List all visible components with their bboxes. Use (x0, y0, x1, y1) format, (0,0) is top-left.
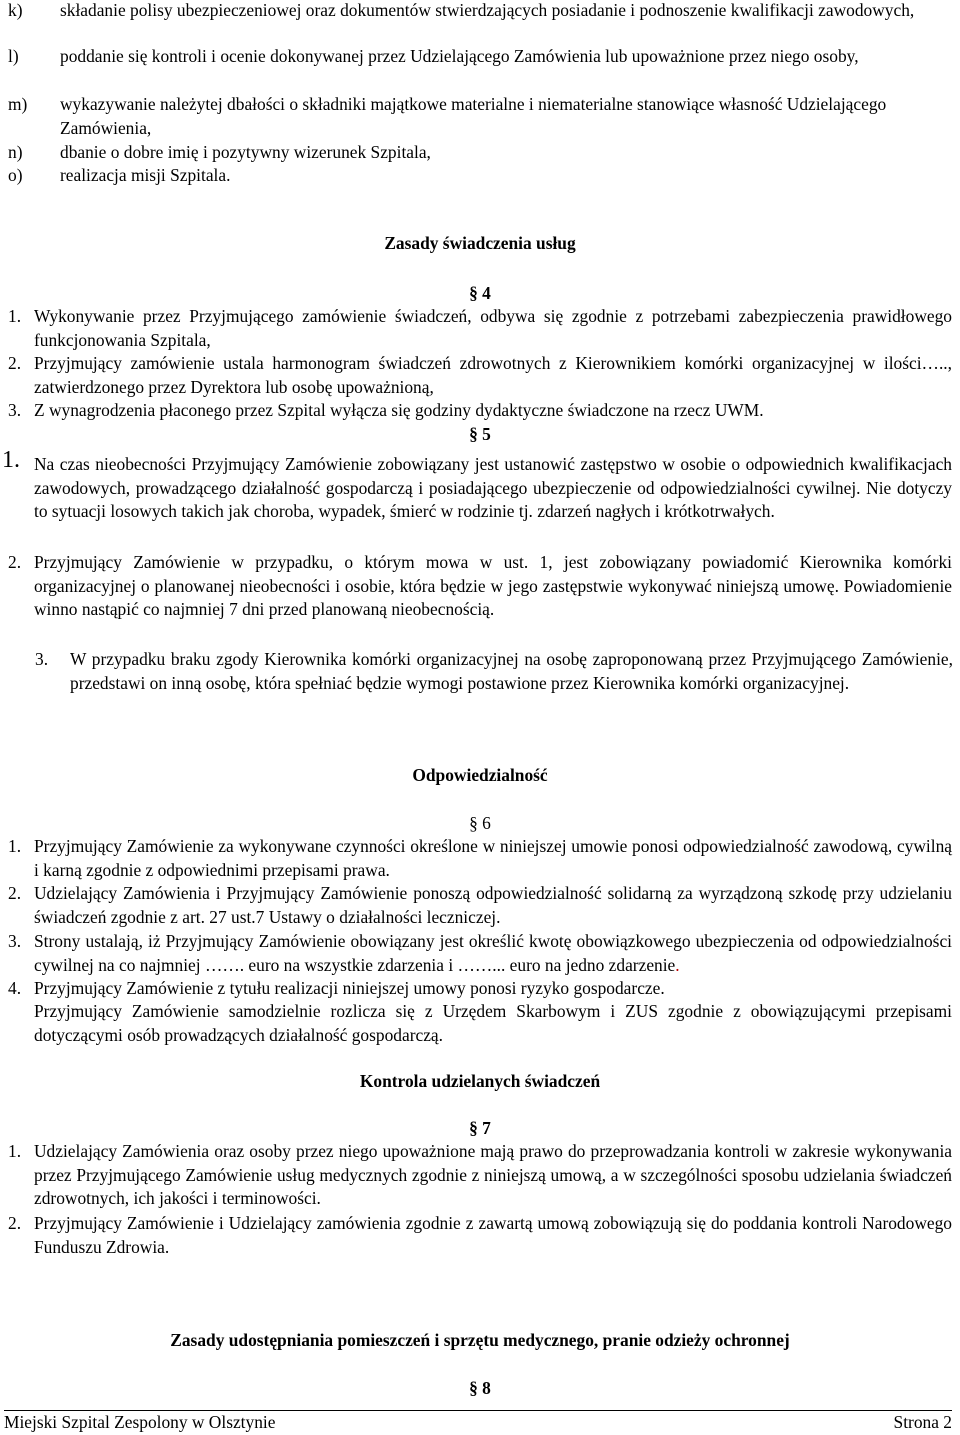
section-5-heading (0, 424, 960, 445)
s5-item-3: 3. W przypadku braku zgody Kierownika komórki organizacyjnej na osobę zaproponowaną przez Przyjmującego Zamówienie, przedstawi on inną osobę, która spełniać będzie wymogi postawione przez Kierownika komórki organizacyjnej. (35, 649, 953, 693)
section-number: 4 (482, 283, 491, 303)
section-7-heading (0, 1118, 960, 1139)
trailing-period: . (675, 954, 680, 975)
list-item-n: n) dbanie o dobre imię i pozytywny wizerunek Szpitala, (8, 142, 431, 162)
heading-odpowiedzialnosc: Odpowiedzialność (412, 765, 548, 785)
section-symbol: § (469, 283, 478, 303)
section-number: 7 (482, 1118, 491, 1138)
section-number: 5 (482, 424, 491, 444)
section-symbol: § (469, 1378, 478, 1398)
section-symbol: § (469, 1118, 478, 1138)
section-8-heading (0, 1378, 960, 1399)
heading-zasady-swiadczenia: Zasady świadczenia usług (384, 233, 576, 253)
section-number: 8 (482, 1378, 491, 1398)
heading-kontrola: Kontrola udzielanych świadczeń (359, 1071, 601, 1091)
s7-item-1: 1. Udzielający Zamówienia oraz osoby przez niego upoważnione mają prawo do przeprowadzania kontroli w zakresie wykonywania przez Przyjmującego Zamówienie usług medycznych zgodnie z niniejszą umową, a w szczególności sposobu udzielania świadczeń zdrowotnych, ich jakości i terminowości. (8, 1141, 952, 1208)
list-item-l: l) poddanie się kontroli i ocenie dokonywanej przez Udzielającego Zamówienia lub upoważnione przez niego osoby, (8, 46, 859, 66)
list-item-k: k) składanie polisy ubezpieczeniowej oraz dokumentów stwierdzających posiadanie i podnoszenie kwalifikacji zawodowych, (8, 0, 915, 20)
s7-item-2: 2. Przyjmujący Zamówienie i Udzielający zamówienia zgodnie z zawartą umową zobowiązują się do poddania kontroli Narodowego Funduszu Zdrowia. (8, 1213, 952, 1257)
section-4-heading (0, 283, 960, 304)
list-item-m: m) wykazywanie należytej dbałości o składniki majątkowe materialne i niematerialne stanowiące własność Udzielającego Zamówienia, (8, 94, 887, 138)
section-symbol: § (469, 813, 478, 833)
s6-item-4: 4. Przyjmujący Zamówienie z tytułu realizacji niniejszej umowy ponosi ryzyko gospodarcze. (8, 978, 665, 998)
s6-item-2: 2. Udzielający Zamówienia i Przyjmujący Zamówienie ponoszą odpowiedzialność solidarną za wyrządzoną szkodę przy udzielaniu świadczeń zgodnie z art. 27 ust.7 Ustawy o działalności leczniczej. (8, 883, 952, 927)
s5-item-2: 2. Przyjmujący Zamówienie w przypadku, o którym mowa w ust. 1, jest zobowiązany powiadomić Kierownika komórki organizacyjnej o planowanej nieobecności i osobie, która będzie w jego zastępstwie wykonywać niniejszą umowę. Powiadomienie winno nastąpić co najmniej 7 dni przed planowaną nieobecnością. (8, 552, 952, 619)
section-symbol: § (469, 424, 478, 444)
s6-item-1: 1. Przyjmujący Zamówienie za wykonywane czynności określone w niniejszej umowie ponosi odpowiedzialność zawodową, cywilną i karną zgodnie z odpowiednimi przepisami prawa. (8, 836, 952, 880)
section-number: 6 (482, 813, 491, 833)
section-6-heading (0, 813, 960, 834)
footer-page-number: Strona 2 (893, 1412, 952, 1432)
footer-hospital-name: Miejski Szpital Zespolony w Olsztynie (4, 1412, 276, 1432)
s5-item-1: 1. Na czas nieobecności Przyjmujący Zamówienie zobowiązany jest ustanowić zastępstwo w osobie o odpowiednich kwalifikacjach zawodowych, prowadzącego działalność gospodarczą i posiadającego ubezpieczenie od odpowiedzialności cywilnej. Nie dotyczy to sytuacji losowych takich jak choroba, wypadek, śmierć w rodzinie tj. zdarzeń nagłych i krótkotrwałych. (2, 447, 952, 521)
s4-item-1: 1. Wykonywanie przez Przyjmującego zamówienie świadczeń, odbywa się zgodnie z potrzebami zabezpieczenia prawidłowego funkcjonowania Szpitala, (8, 306, 952, 350)
s6-paragraph: Przyjmujący Zamówienie samodzielnie rozlicza się z Urzędem Skarbowym i ZUS zgodnie z obowiązującymi przepisami dotyczącymi osób prowadzących działalność gospodarczą. (34, 1001, 952, 1045)
s4-item-2: 2. Przyjmujący zamówienie ustala harmonogram świadczeń zdrowotnych z Kierownikiem komórki organizacyjnej w ilości….., zatwierdzonego przez Dyrektora lub osobę upoważnioną, (8, 353, 952, 397)
heading-pomieszczenia: Zasady udostępniania pomieszczeń i sprzętu medycznego, pranie odzieży ochronnej (170, 1330, 790, 1350)
list-item-o: o) realizacja misji Szpitala. (8, 165, 231, 185)
s6-item-3: 3. Strony ustalają, iż Przyjmujący Zamówienie obowiązany jest określić kwotę obowiązkowego ubezpieczenia od odpowiedzialności cywilnej na co najmniej ……. euro na wszystkie zdarzenia i ……... euro na jedno zdarzenie. (8, 931, 952, 975)
s4-item-3: 3. Z wynagrodzenia płaconego przez Szpital wyłącza się godziny dydaktyczne świadczone na rzecz UWM. (8, 400, 764, 420)
